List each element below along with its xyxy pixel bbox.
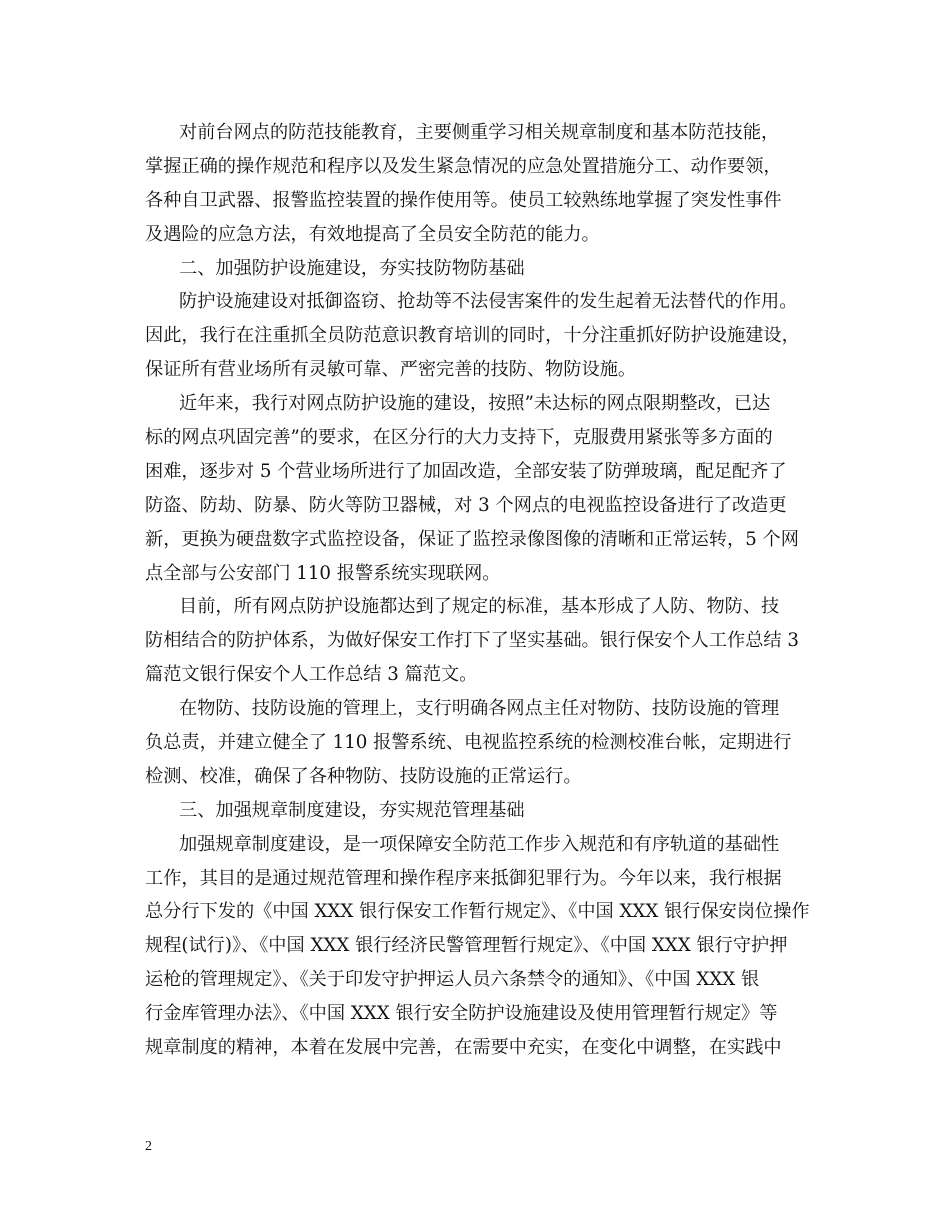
paragraph-first-line: 三、加强规章制度建设，夯实规范管理基础 bbox=[179, 799, 525, 821]
text-line: 因此，我行在注重抓全员防范意识教育培训的同时，十分注重抓好防护设施建设， bbox=[145, 325, 800, 347]
paragraph-first-line: 加强规章制度建设，是一项保障安全防范工作步入规范和有序轨道的基础性 bbox=[179, 833, 780, 855]
text-line: 行金库管理办法》、《中国 XXX 银行安全防护设施建设及使用管理暂行规定》等 bbox=[145, 1003, 778, 1025]
paragraph-first-line: 对前台网点的防范技能教育，主要侧重学习相关规章制度和基本防范技能， bbox=[179, 122, 780, 143]
text-line: 各种自卫武器、报警监控装置的操作使用等。使员工较熟练地掌握了突发性事件 bbox=[145, 189, 782, 211]
paragraph-first-line: 二、加强防护设施建设，夯实技防物防基础 bbox=[179, 257, 525, 279]
text-line: 负总责，并建立健全了 110 报警系统、电视监控系统的检测校准台帐，定期进行 bbox=[145, 732, 792, 754]
text-line: 运枪的管理规定》、《关于印发守护押运人员六条禁令的通知》、《中国 XXX 银 bbox=[145, 969, 760, 991]
paragraph-first-line: 防护设施建设对抵御盗窃、抢劫等不法侵害案件的发生起着无法替代的作用。 bbox=[179, 291, 798, 313]
document-body bbox=[145, 116, 825, 1065]
text-line: 新，更换为硬盘数字式监控设备，保证了监控录像图像的清晰和正常运转，5 个网 bbox=[145, 528, 799, 550]
paragraph-first-line: 在物防、技防设施的管理上，支行明确各网点主任对物防、技防设施的管理 bbox=[179, 698, 780, 720]
text-line: 困难，逐步对 5 个营业场所进行了加固改造，全部安装了防弹玻璃，配足配齐了 bbox=[145, 460, 787, 482]
text-line: 总分行下发的《中国 XXX 银行保安工作暂行规定》、《中国 XXX 银行保安岗位操作 bbox=[145, 901, 810, 923]
paragraph-first-line: 目前，所有网点防护设施都达到了规定的标准，基本形成了人防、物防、技 bbox=[179, 596, 780, 618]
text-line: 检测、校准，确保了各种物防、技防设施的正常运行。 bbox=[145, 765, 582, 787]
text-line: 工作，其目的是通过规范管理和操作程序来抵御犯罪行为。今年以来，我行根据 bbox=[145, 867, 782, 889]
page-number: 2 bbox=[145, 1139, 152, 1154]
text-line: 及遇险的应急方法，有效地提高了全员安全防范的能力。 bbox=[145, 223, 600, 245]
text-line: 防盗、防劫、防暴、防火等防卫器械，对 3 个网点的电视监控设备进行了改造更 bbox=[145, 494, 787, 516]
text-line: 标的网点巩固完善”的要求，在区分行的大力支持下，克服费用紧张等多方面的 bbox=[145, 427, 773, 449]
text-line: 防相结合的防护体系，为做好保安工作打下了坚实基础。银行保安个人工作总结 3 bbox=[145, 630, 799, 652]
text-line: 规程(试行)》、《中国 XXX 银行经济民警管理暂行规定》、《中国 XXX 银行守护押 bbox=[145, 935, 788, 957]
text-line: 保证所有营业场所有灵敏可靠、严密完善的技防、物防设施。 bbox=[145, 359, 637, 381]
paragraph-first-line: 近年来，我行对网点防护设施的建设，按照”未达标的网点限期整改，已达 bbox=[179, 393, 771, 415]
text-line: 掌握正确的操作规范和程序以及发生紧急情况的应急处置措施分工、动作要领， bbox=[145, 155, 782, 177]
text-line: 规章制度的精神，本着在发展中完善，在需要中充实，在变化中调整，在实践中 bbox=[145, 1037, 782, 1059]
text-line: 篇范文银行保安个人工作总结 3 篇范文。 bbox=[145, 664, 478, 686]
text-line: 点全部与公安部门 110 报警系统实现联网。 bbox=[145, 562, 501, 584]
